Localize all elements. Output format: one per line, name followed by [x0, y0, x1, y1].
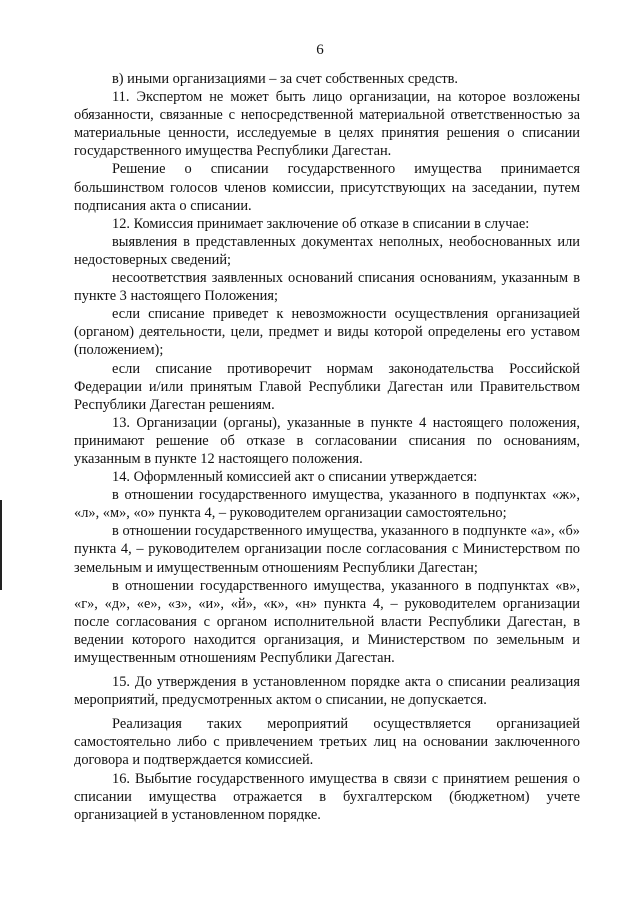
paragraph: если списание приведет к невозможности осуществления организацией (органом) деятельности, цели, предмет и виды которой определены его уставом (положением);: [74, 306, 580, 359]
paragraph: Реализация таких мероприятий осуществляется организацией самостоятельно либо с привлечением третьих лиц на основании заключенного договора и подтверждается комиссией.: [74, 716, 580, 769]
paragraph: если списание противоречит нормам законодательства Российской Федерации и/или принятым Главой Республики Дагестан или Правительством Республики Дагестан решениям.: [74, 360, 580, 413]
paragraph: 16. Выбытие государственного имущества в связи с принятием решения о списании имущества отражается в бухгалтерском (бюджетном) учете организацией в установленном порядке.: [74, 770, 580, 823]
paragraph: в отношении государственного имущества, указанного в подпунктах «в», «г», «д», «е», «з», «и», «й», «к», «н» пункта 4, – руководителем организации после согласования с органом исполнительной власти Республики Дагестан, в ведении которого находится организация, и Министерством по земельным и имущественным отношениям Республики Дагестан.: [74, 577, 580, 666]
paragraph: 11. Экспертом не может быть лицо организации, на которое возложены обязанности, связанные с непосредственной материальной ответственностью за материальные ценности, исследуемые в целях принятия решения о списании государственного имущества Республики Дагестан.: [74, 89, 580, 160]
paragraph: Решение о списании государственного имущества принимается большинством голосов членов комиссии, присутствующих на заседании, путем подписания акта о списании.: [74, 161, 580, 214]
document-body: [74, 70, 580, 824]
scan-edge-mark: [0, 500, 2, 590]
paragraph: в) иными организациями – за счет собственных средств.: [112, 71, 459, 87]
paragraph: несоответствия заявленных оснований списания основаниям, указанным в пункте 3 настоящего Положения;: [74, 270, 580, 305]
paragraph: выявления в представленных документах неполных, необоснованных или недостоверных сведений;: [74, 233, 580, 268]
paragraph: в отношении государственного имущества, указанного в подпунктах «ж», «л», «м», «о» пункта 4, – руководителем организации самостоятельно;: [74, 487, 580, 522]
paragraph: 12. Комиссия принимает заключение об отказе в списании в случае:: [112, 215, 530, 232]
paragraph: 13. Организации (органы), указанные в пункте 4 настоящего положения, принимают решение об отказе в согласовании списания по основаниям, указанным в пункте 12 настоящего положения.: [74, 414, 580, 467]
paragraph: 14. Оформленный комиссией акт о списании утверждается:: [112, 469, 478, 486]
paragraph: 15. До утверждения в установленном порядке акта о списании реализация мероприятий, предусмотренных актом о списании, не допускается.: [74, 674, 580, 709]
page-number: 6: [316, 42, 324, 58]
paragraph: в отношении государственного имущества, указанного в подпункте «а», «б» пункта 4, – руководителем организации после согласования с Министерством по земельным и имущественным отношениям Республики Дагестан;: [74, 523, 580, 576]
